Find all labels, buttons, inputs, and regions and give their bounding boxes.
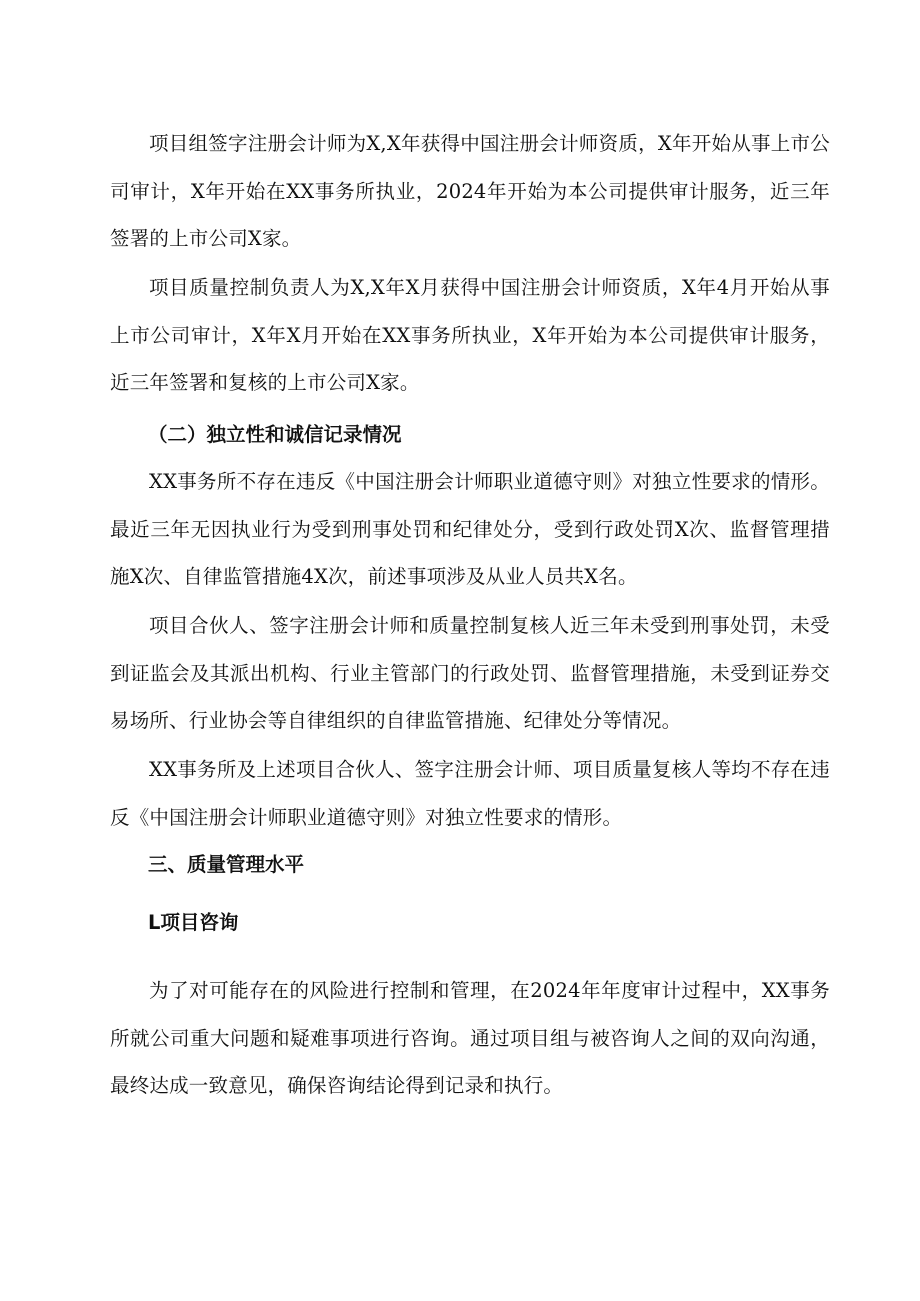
heading-independence-integrity: （二）独立性和诚信记录情况 [148, 423, 402, 446]
paragraph-consultation-process: 为了对可能存在的风险进行控制和管理，在2024年年度审计过程中，XX事务所就公司重大问题和疑难事项进行咨询。通过项目组与被咨询人之间的双向沟通，最终达成一致意见，确保咨询结论得到记录和执行。 [110, 979, 830, 1097]
heading-quality-management-level: 三、质量管理水平 [148, 853, 305, 876]
paragraph-quality-control-lead: 项目质量控制负责人为X,X年X月获得中国注册会计师资质，X年4月开始从事上市公司审计，X年X月开始在XX事务所执业，X年开始为本公司提供审计服务，近三年签署和复核的上市公司X家。 [110, 276, 830, 394]
heading-project-consultation: L项目咨询 [148, 911, 239, 934]
paragraph-firm-independence-record: XX事务所不存在违反《中国注册会计师职业道德守则》对独立性要求的情形。最近三年无因执业行为受到刑事处罚和纪律处分，受到行政处罚X次、监督管理措施X次、自律监管措施4X次，前述事项涉及从业人员共X名。 [110, 470, 830, 588]
paragraph-signing-cpa: 项目组签字注册会计师为X,X年获得中国注册会计师资质，X年开始从事上市公司审计，X年开始在XX事务所执业，2024年开始为本公司提供审计服务，近三年签署的上市公司X家。 [110, 132, 830, 250]
paragraph-independence-compliance: XX事务所及上述项目合伙人、签字注册会计师、项目质量复核人等均不存在违反《中国注册会计师职业道德守则》对独立性要求的情形。 [110, 758, 830, 829]
paragraph-partners-no-penalties: 项目合伙人、签字注册会计师和质量控制复核人近三年未受到刑事处罚，未受到证监会及其派出机构、行业主管部门的行政处罚、监督管理措施，未受到证券交易场所、行业协会等自律组织的自律监管措施、纪律处分等情况。 [110, 614, 830, 732]
